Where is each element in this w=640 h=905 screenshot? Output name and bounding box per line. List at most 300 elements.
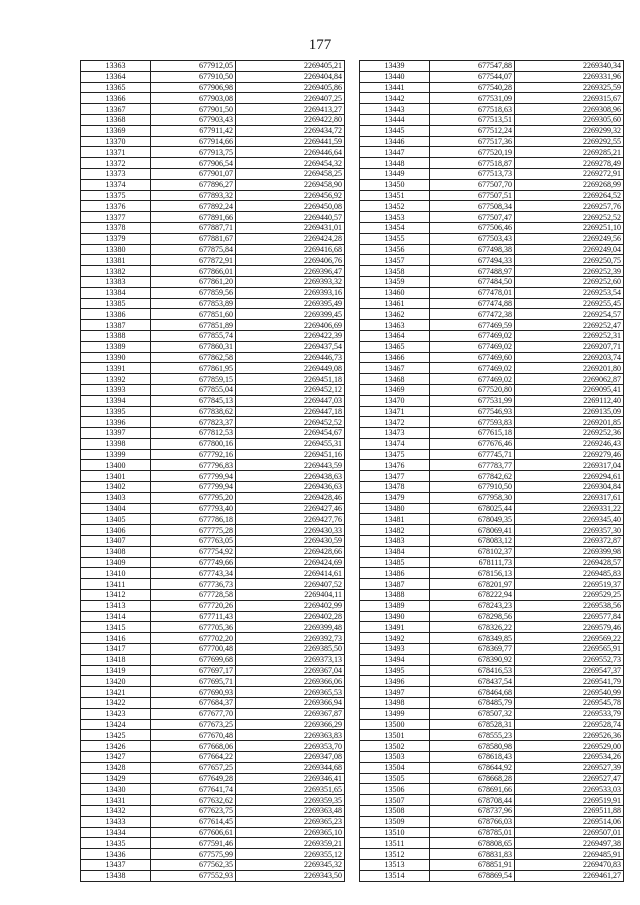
x-coordinate-cell: 677912,05 — [151, 61, 236, 72]
table-row — [81, 492, 345, 503]
x-coordinate-cell: 678766,03 — [430, 816, 515, 827]
point-number-cell: 13424 — [81, 719, 151, 730]
x-coordinate-cell: 677546,93 — [430, 406, 515, 417]
y-coordinate-cell: 2269451,16 — [236, 449, 345, 460]
y-coordinate-cell: 2269438,63 — [236, 471, 345, 482]
table-row — [360, 158, 624, 169]
point-number-cell: 13433 — [81, 816, 151, 827]
x-coordinate-cell: 677838,62 — [151, 406, 236, 417]
point-number-cell: 13388 — [81, 330, 151, 341]
x-coordinate-cell: 678201,97 — [430, 579, 515, 590]
x-coordinate-cell: 677673,25 — [151, 719, 236, 730]
point-number-cell: 13403 — [81, 492, 151, 503]
point-number-cell: 13373 — [81, 168, 151, 179]
y-coordinate-cell: 2269135,09 — [515, 406, 624, 417]
x-coordinate-cell: 677512,24 — [430, 125, 515, 136]
x-coordinate-cell: 677478,01 — [430, 287, 515, 298]
table-row — [360, 762, 624, 773]
point-number-cell: 13417 — [81, 644, 151, 655]
x-coordinate-cell: 677903,08 — [151, 93, 236, 104]
x-coordinate-cell: 678851,91 — [430, 859, 515, 870]
x-coordinate-cell: 677503,43 — [430, 233, 515, 244]
x-coordinate-cell: 677518,63 — [430, 104, 515, 115]
table-row — [360, 752, 624, 763]
y-coordinate-cell: 2269393,32 — [236, 276, 345, 287]
point-number-cell: 13440 — [360, 71, 430, 82]
x-coordinate-cell: 677711,43 — [151, 611, 236, 622]
table-row — [81, 190, 345, 201]
x-coordinate-cell: 678644,92 — [430, 762, 515, 773]
point-number-cell: 13412 — [81, 590, 151, 601]
x-coordinate-cell: 677506,46 — [430, 222, 515, 233]
table-row — [81, 514, 345, 525]
x-coordinate-cell: 677469,02 — [430, 330, 515, 341]
point-number-cell: 13453 — [360, 212, 430, 223]
table-row — [81, 158, 345, 169]
point-number-cell: 13460 — [360, 287, 430, 298]
y-coordinate-cell: 2269565,91 — [515, 644, 624, 655]
y-coordinate-cell: 2269373,13 — [236, 654, 345, 665]
point-number-cell: 13423 — [81, 708, 151, 719]
y-coordinate-cell: 2269533,03 — [515, 784, 624, 795]
point-number-cell: 13372 — [81, 158, 151, 169]
y-coordinate-cell: 2269095,41 — [515, 384, 624, 395]
x-coordinate-cell: 677859,15 — [151, 374, 236, 385]
y-coordinate-cell: 2269407,52 — [236, 579, 345, 590]
y-coordinate-cell: 2269431,01 — [236, 222, 345, 233]
point-number-cell: 13476 — [360, 460, 430, 471]
point-number-cell: 13438 — [81, 870, 151, 881]
table-row — [360, 449, 624, 460]
table-row — [360, 622, 624, 633]
y-coordinate-cell: 2269428,57 — [515, 557, 624, 568]
x-coordinate-cell: 678369,77 — [430, 644, 515, 655]
x-coordinate-cell: 677860,31 — [151, 341, 236, 352]
x-coordinate-cell: 677720,26 — [151, 600, 236, 611]
y-coordinate-cell: 2269428,46 — [236, 492, 345, 503]
y-coordinate-cell: 2269255,45 — [515, 298, 624, 309]
x-coordinate-cell: 677783,77 — [430, 460, 515, 471]
y-coordinate-cell: 2269062,87 — [515, 374, 624, 385]
table-row — [81, 773, 345, 784]
table-row — [81, 557, 345, 568]
x-coordinate-cell: 677896,27 — [151, 179, 236, 190]
x-coordinate-cell: 677891,66 — [151, 212, 236, 223]
point-number-cell: 13478 — [360, 482, 430, 493]
x-coordinate-cell: 677575,99 — [151, 849, 236, 860]
table-row — [360, 82, 624, 93]
x-coordinate-cell: 677823,37 — [151, 417, 236, 428]
point-number-cell: 13504 — [360, 762, 430, 773]
point-number-cell: 13421 — [81, 687, 151, 698]
y-coordinate-cell: 2269203,74 — [515, 352, 624, 363]
y-coordinate-cell: 2269252,60 — [515, 276, 624, 287]
table-row — [81, 525, 345, 536]
table-row — [360, 320, 624, 331]
x-coordinate-cell: 678580,98 — [430, 741, 515, 752]
point-number-cell: 13445 — [360, 125, 430, 136]
y-coordinate-cell: 2269514,06 — [515, 816, 624, 827]
point-number-cell: 13375 — [81, 190, 151, 201]
x-coordinate-cell: 678618,43 — [430, 752, 515, 763]
x-coordinate-cell: 678069,41 — [430, 525, 515, 536]
table-row — [81, 816, 345, 827]
y-coordinate-cell: 2269365,23 — [236, 816, 345, 827]
y-coordinate-cell: 2269422,80 — [236, 114, 345, 125]
y-coordinate-cell: 2269317,04 — [515, 460, 624, 471]
table-row — [360, 795, 624, 806]
y-coordinate-cell: 2269416,68 — [236, 244, 345, 255]
y-coordinate-cell: 2269511,88 — [515, 805, 624, 816]
point-number-cell: 13371 — [81, 147, 151, 158]
point-number-cell: 13402 — [81, 482, 151, 493]
y-coordinate-cell: 2269485,91 — [515, 849, 624, 860]
point-number-cell: 13429 — [81, 773, 151, 784]
y-coordinate-cell: 2269252,52 — [515, 212, 624, 223]
x-coordinate-cell: 677657,25 — [151, 762, 236, 773]
table-row — [81, 244, 345, 255]
y-coordinate-cell: 2269527,39 — [515, 762, 624, 773]
x-coordinate-cell: 677901,07 — [151, 168, 236, 179]
table-row — [360, 114, 624, 125]
point-number-cell: 13406 — [81, 525, 151, 536]
y-coordinate-cell: 2269325,59 — [515, 82, 624, 93]
point-number-cell: 13463 — [360, 320, 430, 331]
y-coordinate-cell: 2269331,96 — [515, 71, 624, 82]
point-number-cell: 13484 — [360, 546, 430, 557]
y-coordinate-cell: 2269347,08 — [236, 752, 345, 763]
y-coordinate-cell: 2269451,18 — [236, 374, 345, 385]
x-coordinate-cell: 677958,30 — [430, 492, 515, 503]
y-coordinate-cell: 2269355,12 — [236, 849, 345, 860]
y-coordinate-cell: 2269447,18 — [236, 406, 345, 417]
y-coordinate-cell: 2269304,84 — [515, 482, 624, 493]
y-coordinate-cell: 2269365,53 — [236, 687, 345, 698]
table-row — [360, 568, 624, 579]
x-coordinate-cell: 677676,46 — [430, 438, 515, 449]
point-number-cell: 13472 — [360, 417, 430, 428]
table-row — [360, 201, 624, 212]
x-coordinate-cell: 677743,34 — [151, 568, 236, 579]
x-coordinate-cell: 677670,48 — [151, 730, 236, 741]
x-coordinate-cell: 677862,58 — [151, 352, 236, 363]
table-row — [360, 190, 624, 201]
x-coordinate-cell: 677754,92 — [151, 546, 236, 557]
x-coordinate-cell: 677892,24 — [151, 201, 236, 212]
point-number-cell: 13431 — [81, 795, 151, 806]
y-coordinate-cell: 2269345,40 — [515, 514, 624, 525]
table-row — [360, 611, 624, 622]
table-row — [81, 384, 345, 395]
table-row — [360, 471, 624, 482]
y-coordinate-cell: 2269252,39 — [515, 266, 624, 277]
point-number-cell: 13397 — [81, 428, 151, 439]
table-row — [81, 428, 345, 439]
y-coordinate-cell: 2269363,83 — [236, 730, 345, 741]
y-coordinate-cell: 2269207,71 — [515, 341, 624, 352]
point-number-cell: 13395 — [81, 406, 151, 417]
x-coordinate-cell: 677906,54 — [151, 158, 236, 169]
table-row — [360, 374, 624, 385]
x-coordinate-cell: 678464,68 — [430, 687, 515, 698]
table-row — [360, 406, 624, 417]
x-coordinate-cell: 678691,66 — [430, 784, 515, 795]
point-number-cell: 13479 — [360, 492, 430, 503]
x-coordinate-cell: 677484,50 — [430, 276, 515, 287]
x-coordinate-cell: 677842,62 — [430, 471, 515, 482]
table-row — [360, 460, 624, 471]
point-number-cell: 13436 — [81, 849, 151, 860]
y-coordinate-cell: 2269427,46 — [236, 503, 345, 514]
y-coordinate-cell: 2269264,52 — [515, 190, 624, 201]
point-number-cell: 13413 — [81, 600, 151, 611]
point-number-cell: 13451 — [360, 190, 430, 201]
x-coordinate-cell: 677540,28 — [430, 82, 515, 93]
x-coordinate-cell: 678528,31 — [430, 719, 515, 730]
table-row — [360, 870, 624, 881]
table-row — [81, 276, 345, 287]
x-coordinate-cell: 677615,18 — [430, 428, 515, 439]
y-coordinate-cell: 2269497,38 — [515, 838, 624, 849]
table-row — [81, 352, 345, 363]
point-number-cell: 13394 — [81, 395, 151, 406]
point-number-cell: 13458 — [360, 266, 430, 277]
point-number-cell: 13485 — [360, 557, 430, 568]
x-coordinate-cell: 677520,80 — [430, 384, 515, 395]
point-number-cell: 13509 — [360, 816, 430, 827]
table-row — [81, 708, 345, 719]
coordinates-table-left — [80, 60, 345, 882]
table-row — [81, 471, 345, 482]
point-number-cell: 13392 — [81, 374, 151, 385]
x-coordinate-cell: 677498,38 — [430, 244, 515, 255]
x-coordinate-cell: 677562,35 — [151, 859, 236, 870]
point-number-cell: 13508 — [360, 805, 430, 816]
table-row — [360, 590, 624, 601]
point-number-cell: 13443 — [360, 104, 430, 115]
x-coordinate-cell: 677517,36 — [430, 136, 515, 147]
table-row — [360, 665, 624, 676]
y-coordinate-cell: 2269526,36 — [515, 730, 624, 741]
x-coordinate-cell: 677800,16 — [151, 438, 236, 449]
x-coordinate-cell: 677632,62 — [151, 795, 236, 806]
x-coordinate-cell: 677507,51 — [430, 190, 515, 201]
table-row — [81, 104, 345, 115]
point-number-cell: 13450 — [360, 179, 430, 190]
x-coordinate-cell: 677887,71 — [151, 222, 236, 233]
table-row — [360, 168, 624, 179]
y-coordinate-cell: 2269385,50 — [236, 644, 345, 655]
table-row — [360, 309, 624, 320]
table-row — [81, 266, 345, 277]
table-row — [360, 546, 624, 557]
coordinates-table-right — [359, 60, 624, 882]
x-coordinate-cell: 677677,70 — [151, 708, 236, 719]
point-number-cell: 13491 — [360, 622, 430, 633]
x-coordinate-cell: 677796,83 — [151, 460, 236, 471]
point-number-cell: 13488 — [360, 590, 430, 601]
table-row — [81, 320, 345, 331]
x-coordinate-cell: 677702,20 — [151, 633, 236, 644]
point-number-cell: 13368 — [81, 114, 151, 125]
y-coordinate-cell: 2269406,69 — [236, 320, 345, 331]
y-coordinate-cell: 2269402,99 — [236, 600, 345, 611]
x-coordinate-cell: 677749,66 — [151, 557, 236, 568]
point-number-cell: 13385 — [81, 298, 151, 309]
y-coordinate-cell: 2269455,31 — [236, 438, 345, 449]
y-coordinate-cell: 2269450,08 — [236, 201, 345, 212]
point-number-cell: 13420 — [81, 676, 151, 687]
point-number-cell: 13364 — [81, 71, 151, 82]
y-coordinate-cell: 2269446,73 — [236, 352, 345, 363]
x-coordinate-cell: 677518,87 — [430, 158, 515, 169]
table-row — [81, 600, 345, 611]
point-number-cell: 13507 — [360, 795, 430, 806]
x-coordinate-cell: 677861,20 — [151, 276, 236, 287]
y-coordinate-cell: 2269252,31 — [515, 330, 624, 341]
point-number-cell: 13468 — [360, 374, 430, 385]
point-number-cell: 13498 — [360, 698, 430, 709]
point-number-cell: 13444 — [360, 114, 430, 125]
table-row — [81, 752, 345, 763]
x-coordinate-cell: 678708,44 — [430, 795, 515, 806]
point-number-cell: 13398 — [81, 438, 151, 449]
point-number-cell: 13512 — [360, 849, 430, 860]
x-coordinate-cell: 677684,37 — [151, 698, 236, 709]
table-row — [360, 784, 624, 795]
table-row — [81, 287, 345, 298]
x-coordinate-cell: 677812,53 — [151, 428, 236, 439]
point-number-cell: 13464 — [360, 330, 430, 341]
y-coordinate-cell: 2269577,84 — [515, 611, 624, 622]
table-row — [360, 330, 624, 341]
point-number-cell: 13370 — [81, 136, 151, 147]
x-coordinate-cell: 678349,85 — [430, 633, 515, 644]
x-coordinate-cell: 677649,28 — [151, 773, 236, 784]
table-row — [360, 384, 624, 395]
table-row — [81, 168, 345, 179]
point-number-cell: 13365 — [81, 82, 151, 93]
x-coordinate-cell: 677507,70 — [430, 179, 515, 190]
point-number-cell: 13437 — [81, 859, 151, 870]
y-coordinate-cell: 2269351,65 — [236, 784, 345, 795]
point-number-cell: 13492 — [360, 633, 430, 644]
table-row — [81, 114, 345, 125]
y-coordinate-cell: 2269357,30 — [515, 525, 624, 536]
table-row — [360, 255, 624, 266]
point-number-cell: 13471 — [360, 406, 430, 417]
y-coordinate-cell: 2269458,90 — [236, 179, 345, 190]
point-number-cell: 13442 — [360, 93, 430, 104]
table-row — [360, 482, 624, 493]
point-number-cell: 13469 — [360, 384, 430, 395]
y-coordinate-cell: 2269292,55 — [515, 136, 624, 147]
y-coordinate-cell: 2269528,74 — [515, 719, 624, 730]
table-row — [81, 201, 345, 212]
y-coordinate-cell: 2269366,06 — [236, 676, 345, 687]
table-row — [81, 233, 345, 244]
y-coordinate-cell: 2269541,79 — [515, 676, 624, 687]
point-number-cell: 13404 — [81, 503, 151, 514]
table-row — [360, 741, 624, 752]
x-coordinate-cell: 677763,05 — [151, 536, 236, 547]
table-row — [360, 730, 624, 741]
y-coordinate-cell: 2269392,73 — [236, 633, 345, 644]
y-coordinate-cell: 2269533,79 — [515, 708, 624, 719]
point-number-cell: 13381 — [81, 255, 151, 266]
y-coordinate-cell: 2269279,46 — [515, 449, 624, 460]
point-number-cell: 13467 — [360, 363, 430, 374]
point-number-cell: 13499 — [360, 708, 430, 719]
y-coordinate-cell: 2269268,99 — [515, 179, 624, 190]
y-coordinate-cell: 2269449,08 — [236, 363, 345, 374]
point-number-cell: 13494 — [360, 654, 430, 665]
y-coordinate-cell: 2269344,68 — [236, 762, 345, 773]
y-coordinate-cell: 2269436,63 — [236, 482, 345, 493]
y-coordinate-cell: 2269372,87 — [515, 536, 624, 547]
table-row — [360, 233, 624, 244]
y-coordinate-cell: 2269413,27 — [236, 104, 345, 115]
x-coordinate-cell: 677881,67 — [151, 233, 236, 244]
x-coordinate-cell: 677910,50 — [151, 71, 236, 82]
table-row — [81, 255, 345, 266]
y-coordinate-cell: 2269359,21 — [236, 838, 345, 849]
point-number-cell: 13419 — [81, 665, 151, 676]
y-coordinate-cell: 2269545,78 — [515, 698, 624, 709]
x-coordinate-cell: 677469,02 — [430, 363, 515, 374]
y-coordinate-cell: 2269404,84 — [236, 71, 345, 82]
table-row — [360, 266, 624, 277]
point-number-cell: 13475 — [360, 449, 430, 460]
y-coordinate-cell: 2269529,25 — [515, 590, 624, 601]
point-number-cell: 13449 — [360, 168, 430, 179]
point-number-cell: 13459 — [360, 276, 430, 287]
point-number-cell: 13387 — [81, 320, 151, 331]
table-row — [81, 698, 345, 709]
y-coordinate-cell: 2269430,59 — [236, 536, 345, 547]
y-coordinate-cell: 2269353,70 — [236, 741, 345, 752]
y-coordinate-cell: 2269519,91 — [515, 795, 624, 806]
y-coordinate-cell: 2269399,98 — [515, 546, 624, 557]
point-number-cell: 13434 — [81, 827, 151, 838]
x-coordinate-cell: 677872,91 — [151, 255, 236, 266]
point-number-cell: 13497 — [360, 687, 430, 698]
point-number-cell: 13414 — [81, 611, 151, 622]
point-number-cell: 13482 — [360, 525, 430, 536]
y-coordinate-cell: 2269112,40 — [515, 395, 624, 406]
x-coordinate-cell: 678485,79 — [430, 698, 515, 709]
x-coordinate-cell: 677494,33 — [430, 255, 515, 266]
x-coordinate-cell: 677775,28 — [151, 525, 236, 536]
y-coordinate-cell: 2269406,76 — [236, 255, 345, 266]
table-row — [360, 352, 624, 363]
point-number-cell: 13401 — [81, 471, 151, 482]
x-coordinate-cell: 678222,94 — [430, 590, 515, 601]
y-coordinate-cell: 2269396,47 — [236, 266, 345, 277]
table-row — [81, 71, 345, 82]
table-row — [81, 417, 345, 428]
point-number-cell: 13489 — [360, 600, 430, 611]
table-row — [81, 546, 345, 557]
y-coordinate-cell: 2269461,27 — [515, 870, 624, 881]
point-number-cell: 13428 — [81, 762, 151, 773]
y-coordinate-cell: 2269441,59 — [236, 136, 345, 147]
y-coordinate-cell: 2269422,39 — [236, 330, 345, 341]
y-coordinate-cell: 2269249,56 — [515, 233, 624, 244]
table-row — [81, 762, 345, 773]
point-number-cell: 13416 — [81, 633, 151, 644]
x-coordinate-cell: 677861,95 — [151, 363, 236, 374]
